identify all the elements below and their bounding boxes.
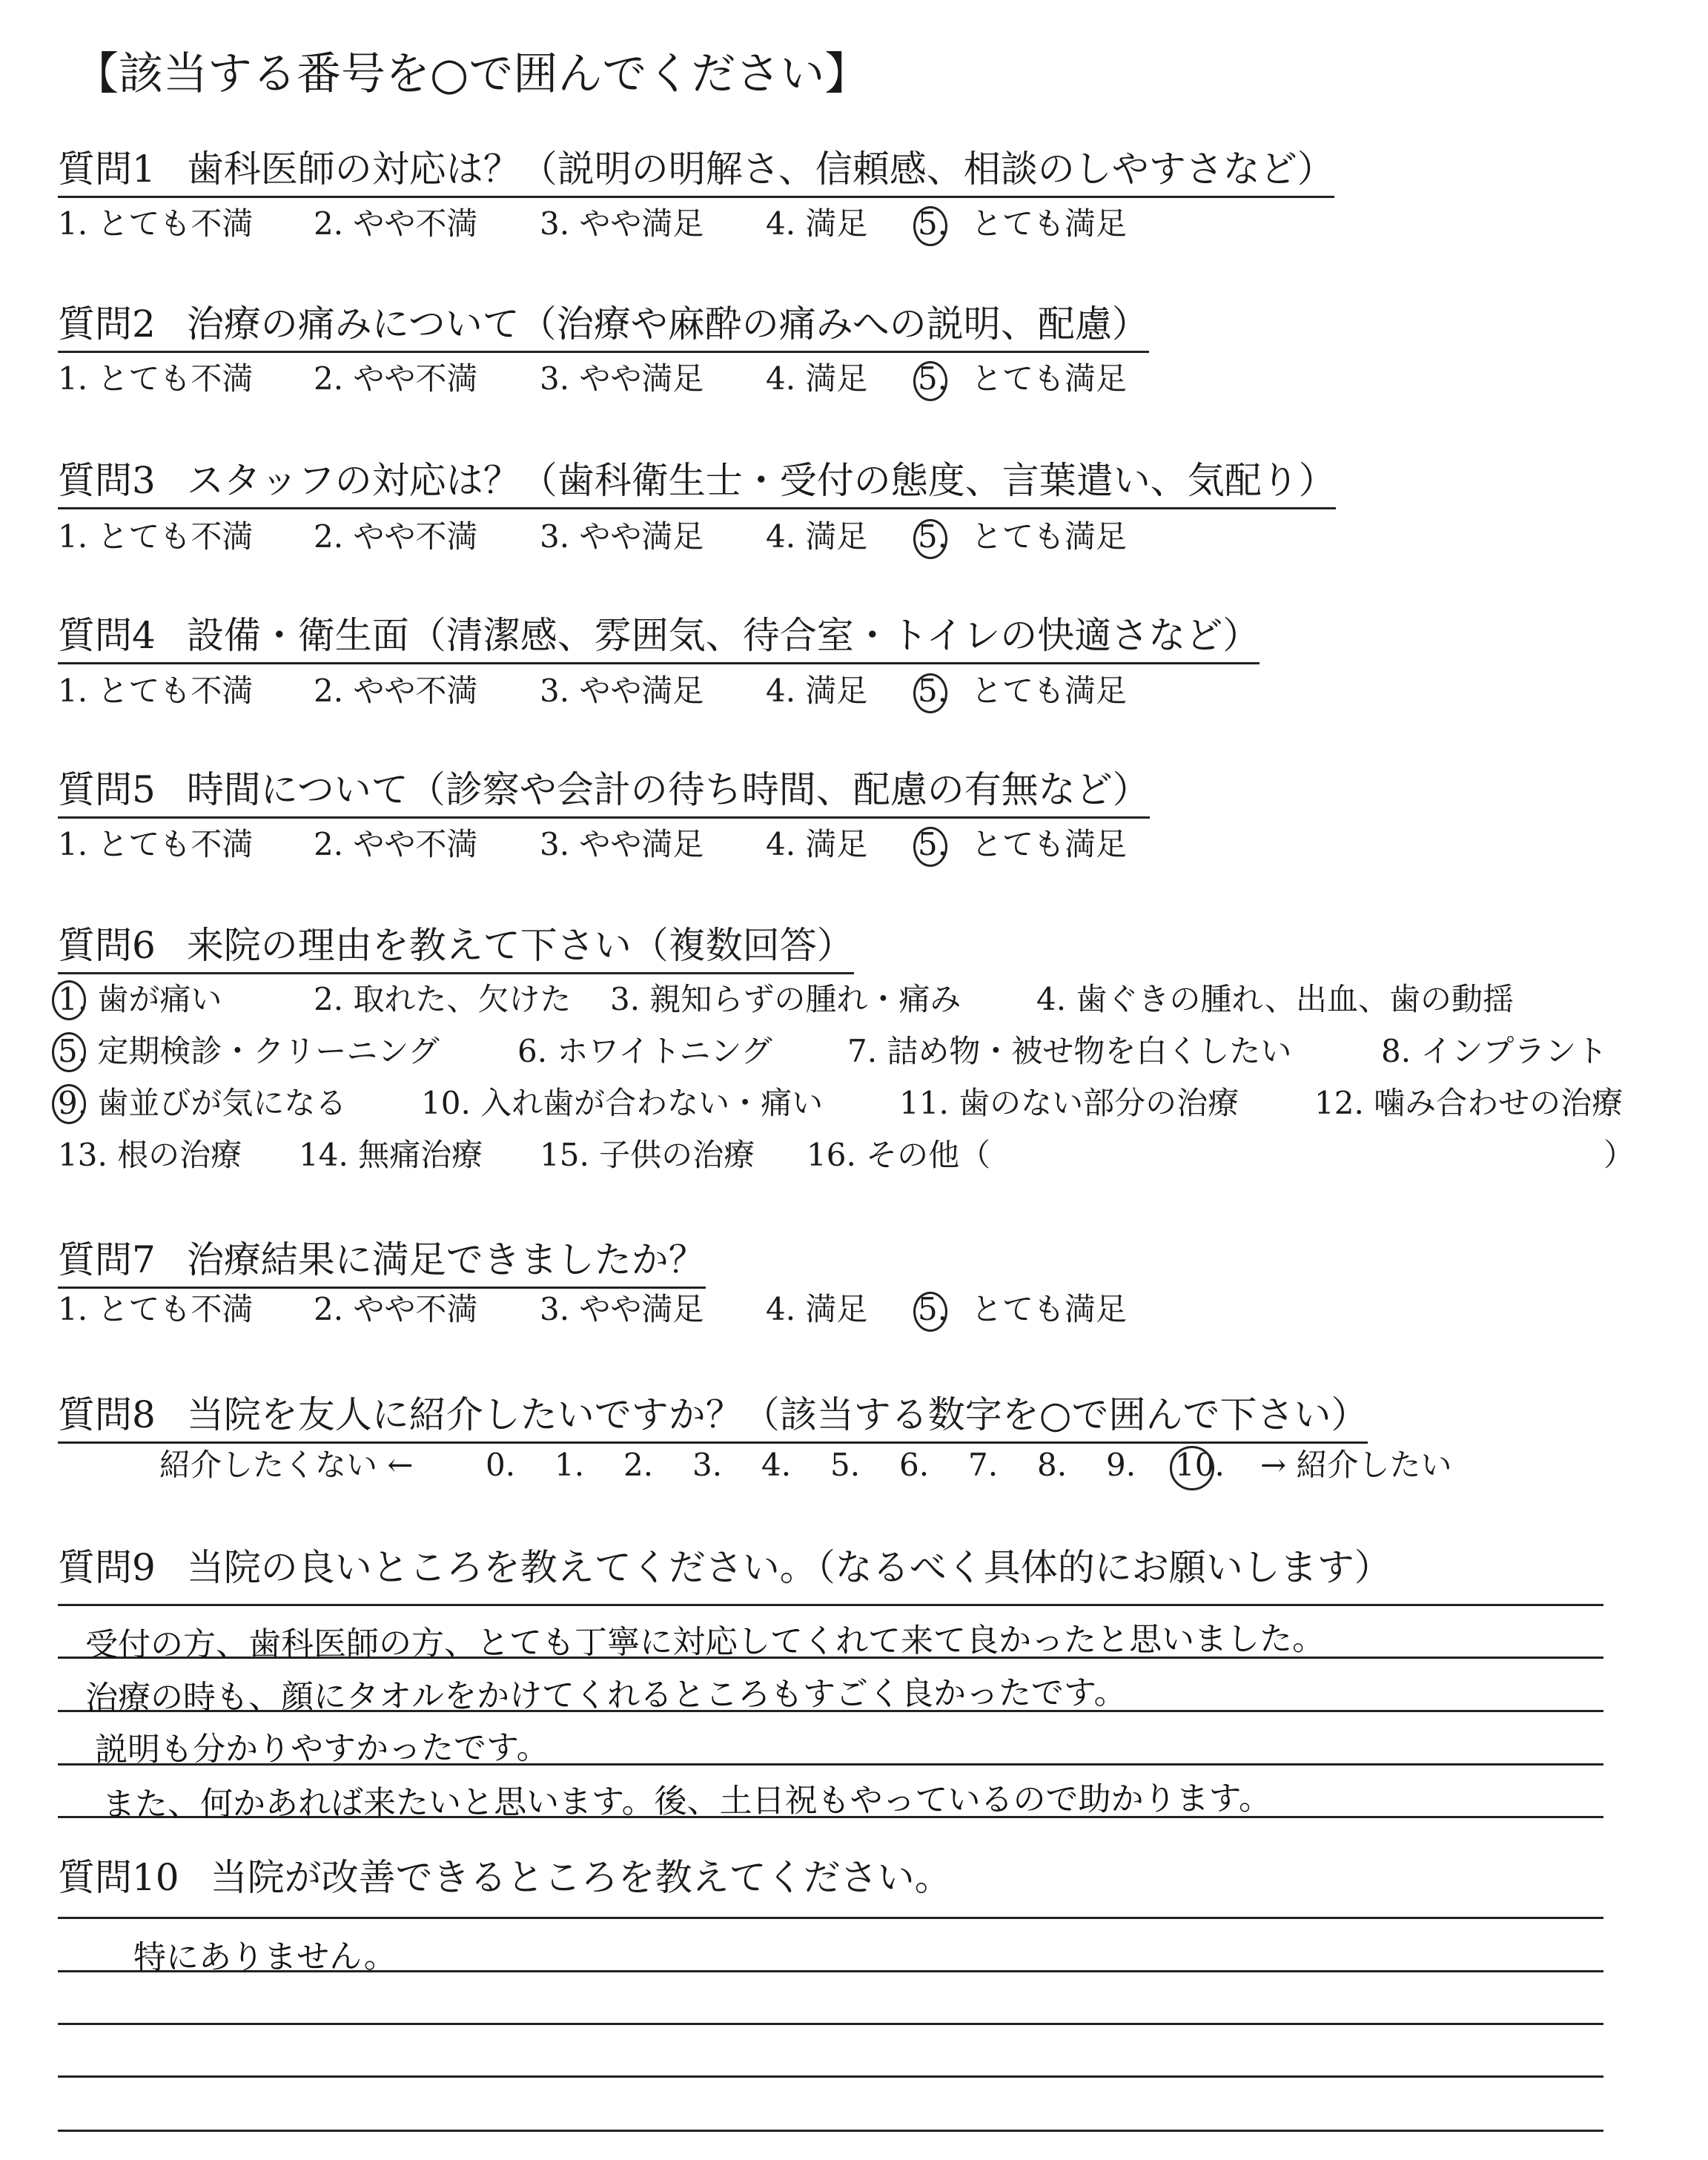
reason-option-other[interactable]: 16. その他（ <box>807 1137 991 1173</box>
option-very-dissatisfied[interactable]: 1. とても不満 <box>58 360 254 397</box>
handwritten-answer-line: 受付の方、歯科医師の方、とても丁寧に対応してくれて来て良かったと思いました。 <box>85 1619 1325 1665</box>
referral-value[interactable]: 8. <box>1037 1447 1068 1483</box>
reason-option[interactable]: 12. 噛み合わせの治療 <box>1314 1085 1623 1121</box>
question-number: 質問2 <box>58 303 156 346</box>
answer-circle-mark <box>52 1084 86 1124</box>
option-very-satisfied[interactable]: とても満足 <box>971 360 1128 397</box>
referral-value[interactable]: 5. <box>830 1447 861 1483</box>
reason-option[interactable]: 7. 詰め物・被せ物を白くしたい <box>847 1033 1292 1069</box>
answer-circle-mark <box>913 206 947 246</box>
option-5-number[interactable]: 5. <box>918 360 948 397</box>
question-8 <box>58 1391 1368 1444</box>
option-somewhat-satisfied[interactable]: 3. やや満足 <box>540 1291 704 1327</box>
question-number: 質問1 <box>58 148 156 191</box>
referral-scale-left-label: 紹介したくない ← <box>159 1447 414 1483</box>
answer-circle-mark <box>52 1032 86 1072</box>
page-title: 【該当する番号を○で囲んでください】 <box>74 48 870 100</box>
option-very-dissatisfied[interactable]: 1. とても不満 <box>58 826 254 862</box>
option-somewhat-satisfied[interactable]: 3. やや満足 <box>540 518 704 555</box>
question-number: 質問5 <box>58 768 156 811</box>
option-somewhat-dissatisfied[interactable]: 2. やや不満 <box>314 518 478 555</box>
option-somewhat-satisfied[interactable]: 3. やや満足 <box>540 826 704 862</box>
option-somewhat-satisfied[interactable]: 3. やや満足 <box>540 360 704 397</box>
option-somewhat-dissatisfied[interactable]: 2. やや不満 <box>314 1291 478 1327</box>
question-text: 当院を友人に紹介したいですか？（該当する数字を○で囲んで下さい） <box>186 1393 1368 1436</box>
question-5 <box>58 766 1150 819</box>
answer-line <box>58 1917 1603 1919</box>
reason-option[interactable]: 10. 入れ歯が合わない・痛い <box>421 1085 824 1121</box>
question-text: 当院の良いところを教えてください。（なるべく具体的にお願いします） <box>186 1546 1391 1589</box>
option-very-satisfied[interactable]: とても満足 <box>971 673 1128 709</box>
reason-option[interactable]: 2. 取れた、欠けた <box>314 981 572 1017</box>
referral-value[interactable]: 3. <box>692 1447 723 1483</box>
reason-option[interactable]: 5. 定期検診・クリーニング <box>58 1033 440 1069</box>
question-number: 質問6 <box>58 924 156 967</box>
question-text: スタッフの対応は？（歯科衛生士・受付の態度、言葉遣い、気配り） <box>186 459 1336 502</box>
handwritten-answer-line: 説明も分かりやすかったです。 <box>94 1728 549 1769</box>
referral-value[interactable]: 7. <box>968 1447 999 1483</box>
answer-circle-mark <box>913 361 947 401</box>
question-3 <box>58 457 1336 509</box>
reason-option[interactable]: 6. ホワイトニング <box>517 1033 772 1069</box>
handwritten-answer-line: 特にありません。 <box>133 1938 397 1977</box>
option-somewhat-dissatisfied[interactable]: 2. やや不満 <box>314 205 478 242</box>
other-close-paren: ） <box>1603 1137 1635 1173</box>
option-somewhat-dissatisfied[interactable]: 2. やや不満 <box>314 826 478 862</box>
option-satisfied[interactable]: 4. 満足 <box>766 205 868 242</box>
reason-option[interactable]: 15. 子供の治療 <box>540 1137 755 1173</box>
question-2 <box>58 300 1149 353</box>
option-satisfied[interactable]: 4. 満足 <box>766 826 868 862</box>
answer-line <box>58 2130 1603 2132</box>
question-text: 当院が改善できるところを教えてください。 <box>210 1856 952 1899</box>
reason-option[interactable]: 9. 歯並びが気になる <box>58 1085 347 1121</box>
question-9 <box>58 1544 1391 1594</box>
option-somewhat-satisfied[interactable]: 3. やや満足 <box>540 205 704 242</box>
option-very-satisfied[interactable]: とても満足 <box>971 1291 1128 1327</box>
option-very-dissatisfied[interactable]: 1. とても不満 <box>58 205 254 242</box>
answer-circle-mark <box>913 519 947 559</box>
question-6 <box>58 922 854 974</box>
question-10 <box>58 1854 952 1904</box>
referral-value[interactable]: 4. <box>761 1447 792 1483</box>
referral-scale-right-label: → 紹介したい <box>1260 1447 1452 1483</box>
option-very-satisfied[interactable]: とても満足 <box>971 205 1128 242</box>
option-very-dissatisfied[interactable]: 1. とても不満 <box>58 1291 254 1327</box>
reason-option[interactable]: 14. 無痛治療 <box>299 1137 483 1173</box>
answer-circle-mark <box>913 673 947 713</box>
question-number: 質問8 <box>58 1393 156 1436</box>
option-very-dissatisfied[interactable]: 1. とても不満 <box>58 673 254 709</box>
handwritten-answer-line: 治療の時も、顔にタオルをかけてくれるところもすごく良かったです。 <box>85 1674 1127 1717</box>
answer-line <box>58 2075 1603 2078</box>
question-1 <box>58 145 1334 198</box>
answer-circle-mark <box>52 980 86 1020</box>
option-very-satisfied[interactable]: とても満足 <box>971 518 1128 555</box>
question-4 <box>58 612 1260 664</box>
option-5-number[interactable]: 5. <box>918 205 948 242</box>
referral-value[interactable]: 10. <box>1175 1447 1225 1483</box>
handwritten-answer-line: また、何かあれば来たいと思います。後、土日祝もやっているので助かります。 <box>102 1779 1272 1824</box>
option-satisfied[interactable]: 4. 満足 <box>766 673 868 709</box>
referral-value[interactable]: 0. <box>486 1447 516 1483</box>
question-number: 質問9 <box>58 1546 156 1589</box>
answer-line <box>58 2023 1603 2025</box>
option-satisfied[interactable]: 4. 満足 <box>766 1291 868 1327</box>
reason-option[interactable]: 11. 歯のない部分の治療 <box>899 1085 1239 1121</box>
option-very-satisfied[interactable]: とても満足 <box>971 826 1128 862</box>
option-somewhat-dissatisfied[interactable]: 2. やや不満 <box>314 673 478 709</box>
question-text: 時間について（診察や会計の待ち時間、配慮の有無など） <box>186 768 1150 811</box>
referral-value[interactable]: 6. <box>899 1447 930 1483</box>
reason-option[interactable]: 1. 歯が痛い <box>58 981 222 1017</box>
option-somewhat-satisfied[interactable]: 3. やや満足 <box>540 673 704 709</box>
option-5-number[interactable]: 5. <box>918 826 948 862</box>
reason-option[interactable]: 13. 根の治療 <box>58 1137 242 1173</box>
answer-circle-mark <box>1170 1446 1214 1490</box>
reason-option[interactable]: 3. 親知らずの腫れ・痛み <box>610 981 961 1017</box>
option-5-number[interactable]: 5. <box>918 673 948 709</box>
question-number: 質問7 <box>58 1238 156 1281</box>
option-somewhat-dissatisfied[interactable]: 2. やや不満 <box>314 360 478 397</box>
answer-line <box>58 1604 1603 1606</box>
reason-option[interactable]: 4. 歯ぐきの腫れ、出血、歯の動揺 <box>1036 981 1514 1017</box>
option-satisfied[interactable]: 4. 満足 <box>766 518 868 555</box>
referral-value[interactable]: 2. <box>623 1447 654 1483</box>
referral-value[interactable]: 9. <box>1106 1447 1136 1483</box>
option-5-number[interactable]: 5. <box>918 1291 948 1327</box>
question-text: 治療の痛みについて（治療や麻酔の痛みへの説明、配慮） <box>186 303 1149 346</box>
question-text: 来院の理由を教えて下さい（複数回答） <box>186 924 854 967</box>
question-text: 設備・衛生面（清潔感、雰囲気、待合室・トイレの快適さなど） <box>186 614 1260 657</box>
question-7 <box>58 1236 706 1289</box>
question-text: 歯科医師の対応は？（説明の明解さ、信頼感、相談のしやすさなど） <box>186 148 1334 191</box>
option-satisfied[interactable]: 4. 満足 <box>766 360 868 397</box>
question-number: 質問3 <box>58 459 156 502</box>
option-5-number[interactable]: 5. <box>918 518 948 555</box>
question-number: 質問4 <box>58 614 156 657</box>
reason-option[interactable]: 8. インプラント <box>1381 1033 1608 1069</box>
answer-circle-mark <box>913 1292 947 1332</box>
referral-value[interactable]: 1. <box>555 1447 585 1483</box>
question-text: 治療結果に満足できましたか？ <box>186 1238 706 1281</box>
answer-circle-mark <box>913 827 947 867</box>
question-number: 質問10 <box>58 1856 179 1899</box>
option-very-dissatisfied[interactable]: 1. とても不満 <box>58 518 254 555</box>
